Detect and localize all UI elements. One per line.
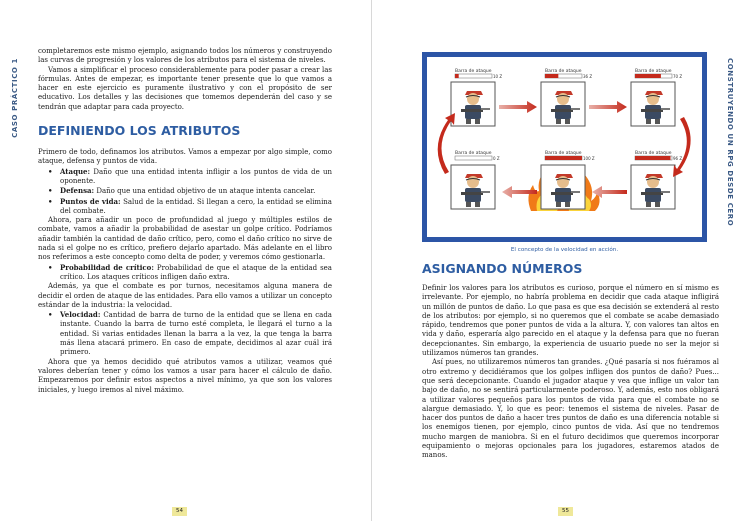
list-item xyxy=(48,167,332,187)
attack-bar-fill xyxy=(455,74,459,78)
attribute-term: Puntos de vida: xyxy=(60,196,121,206)
attack-bar-fill xyxy=(635,156,671,160)
bar-label: Barra de ataque xyxy=(635,69,672,74)
intro-paragraph: Vamos a simplificar el proceso considerablemente para poder pasar a crear las fórmulas. Antes de empezar, es importante tener presente que lo que vamos a hacer en este ejercicio es puramente ilustrativo y con el propósito de ser educativo. Los detalles y las decisiones que tomemos dependerán del caso y se tendrán que adaptar para cada proyecto. xyxy=(38,65,332,111)
character-illustration xyxy=(631,82,675,126)
list-item xyxy=(48,263,332,283)
attack-bar-fill xyxy=(635,74,661,78)
figure-panel-3 xyxy=(631,68,682,126)
attack-bar-fill xyxy=(545,74,558,78)
curved-arrow-down-icon xyxy=(673,117,691,177)
figure-panel-6 xyxy=(451,150,500,209)
speed-diagram xyxy=(427,57,702,237)
critical-paragraph: Ahora, para añadir un poco de profundidad al juego y múltiples estilos de combate, vamos a añadir la probabilidad de asestar un golpe crítico. Podríamos añadir también la cantidad de daño crítico, pero, como el daño crítico no sirve de nada si el golpe no es crítico, prefiero dejarlo apartado. Más adelante en el libro nos referimos a este concepto como delta de poder, y veremos cómo gestionarla. xyxy=(38,216,332,262)
turns-paragraph: Además, ya que el combate es por turnos, necesitamos alguna manera de decidir el orden de ataque de las entidades. Para ello vamos a utilizar un concepto estándar de la industria: la velocidad. xyxy=(38,282,332,309)
attack-bar-track xyxy=(455,156,492,160)
bar-value: 70 Z xyxy=(673,74,683,79)
figure-panel-4 xyxy=(631,150,682,209)
figure-panel-1 xyxy=(451,68,502,126)
define-paragraph: Primero de todo, definamos los atributos. Vamos a empezar por algo simple, como ataque, defensa y puntos de vida. xyxy=(38,148,332,166)
right-page-body xyxy=(422,284,719,461)
left-page-body xyxy=(38,47,332,395)
character-illustration xyxy=(451,82,495,126)
bar-label: Barra de ataque xyxy=(545,69,582,74)
page-number-right: 55 xyxy=(558,507,573,516)
body-paragraph: Definir los valores para los atributos es curioso, porque el número en sí mismo es irrelevante. Por ejemplo, no habría problema en decidir que cada ataque infligirá un millón de puntos de daño. Lo que pasa es que esa decisión se extenderá al resto de los atributos: por ejemplo, si no queremos que el combate se acabe demasiado rápido, tendremos que poner puntos de vida a la altura. Y, con valores tan altos en vida y daño, esperaría algo parecido en el ataque y la defensa para que no fueran decepcionantes. Sin embargo, la experiencia de usuario puede no ser la mejor si utilizamos números tan grandes. xyxy=(422,284,719,358)
speed-concept-figure xyxy=(422,52,707,242)
attribute-description: Probabilidad de que el ataque de la entidad sea crítico. Los ataques críticos infligen daño extra. xyxy=(60,263,332,281)
character-illustration xyxy=(451,165,495,209)
figure-panel-5 xyxy=(528,150,599,211)
bar-label: Barra de ataque xyxy=(635,151,672,156)
section-heading-attributes: DEFINIENDO LOS ATRIBUTOS xyxy=(38,123,241,139)
intro-paragraph: completaremos este mismo ejemplo, asignando todos los números y construyendo las curvas de progresión y los valores de los atributos para el sistema de niveles. xyxy=(38,47,332,65)
attribute-description: Daño que una entidad objetivo de un ataque intenta cancelar. xyxy=(96,187,316,196)
attribute-term: Probabilidad de crítico: xyxy=(60,262,154,272)
bar-value: 36 Z xyxy=(583,74,593,79)
bar-value: 10 Z xyxy=(493,74,503,79)
attribute-term: Ataque: xyxy=(60,166,91,176)
attribute-description: Cantidad de barra de turno de la entidad que se llena en cada instante. Cuando la barra de turno esté completa, le llegará el turno a la entidad. Si varias entidades llenan la barra a la vez, la que tenga la barra más llena atacará primero. En caso de empate, decidimos al azar cuál irá primero. xyxy=(60,311,332,357)
character-illustration xyxy=(541,82,585,126)
critical-list xyxy=(48,263,332,283)
list-item xyxy=(48,197,332,217)
list-item xyxy=(48,186,332,196)
attribute-term: Defensa: xyxy=(60,186,95,196)
bar-value: 100 Z xyxy=(583,156,595,161)
bar-value: 0 Z xyxy=(493,156,500,161)
section-heading-numbers: ASIGNANDO NÚMEROS xyxy=(422,261,583,276)
character-illustration xyxy=(541,165,585,209)
body-paragraph: Así pues, no utilizaremos números tan grandes. ¿Qué pasaría si nos fuéramos al otro extremo y decidiéramos que los golpes infligen dos puntos de daño? Pues... que será decepcionante. Cuando el jugador ataque y vea que inflige un valor tan bajo de daño, no se sentirá particularmente poderoso. Y, además, esto nos obligará a utilizar valores pequeños para los puntos de vida para que el combate no se alargue demasiado. Y, lo que es peor: tenemos el sistema de niveles. Pasar de hacer dos puntos de daño a hacer tres puntos de daño es una diferencia notable si los enemigos tienen, por ejemplo, cinco puntos de vida. Así que no tendremos mucho margen de maniobra. Si en el futuro decidimos que queremos incorporar equipamiento o mejoras opcionales para los jugadores, estaremos atados de manos. xyxy=(422,358,719,460)
speed-list xyxy=(48,310,332,357)
final-paragraph: Ahora que ya hemos decidido qué atributos vamos a utilizar, veamos qué valores deberían tener y cómo los vamos a usar para hacer el cálculo de daño. Empezaremos por definir estos aspectos a nivel mínimo, ya que son los valores iniciales, y luego iremos al nivel máximo. xyxy=(38,357,332,394)
right-side-tab: CONSTRUYENDO UN RPG DESDE CERO xyxy=(726,58,734,227)
attribute-description: Daño que una entidad intenta infligir a los puntos de vida de un oponente. xyxy=(60,167,333,185)
attack-bar-fill xyxy=(545,156,582,160)
attack-bar-track xyxy=(455,74,492,78)
bar-label: Barra de ataque xyxy=(455,69,492,74)
arrow-right-icon xyxy=(499,101,537,113)
attribute-list xyxy=(48,167,332,216)
figure-panel-2 xyxy=(541,68,592,126)
bar-label: Barra de ataque xyxy=(545,151,582,156)
character-illustration xyxy=(631,165,675,209)
attribute-description: Salud de la entidad. Si llegan a cero, la entidad se elimina del combate. xyxy=(60,197,332,215)
bar-value: 96 Z xyxy=(673,156,683,161)
list-item xyxy=(48,310,332,357)
arrow-right-icon xyxy=(589,101,627,113)
bar-label: Barra de ataque xyxy=(455,151,492,156)
attribute-term: Velocidad: xyxy=(60,310,101,320)
figure-caption: El concepto de la velocidad en acción. xyxy=(510,247,619,253)
page-number-left: 54 xyxy=(172,507,187,516)
left-side-tab: CASO PRÁCTICO 1 xyxy=(11,58,19,138)
